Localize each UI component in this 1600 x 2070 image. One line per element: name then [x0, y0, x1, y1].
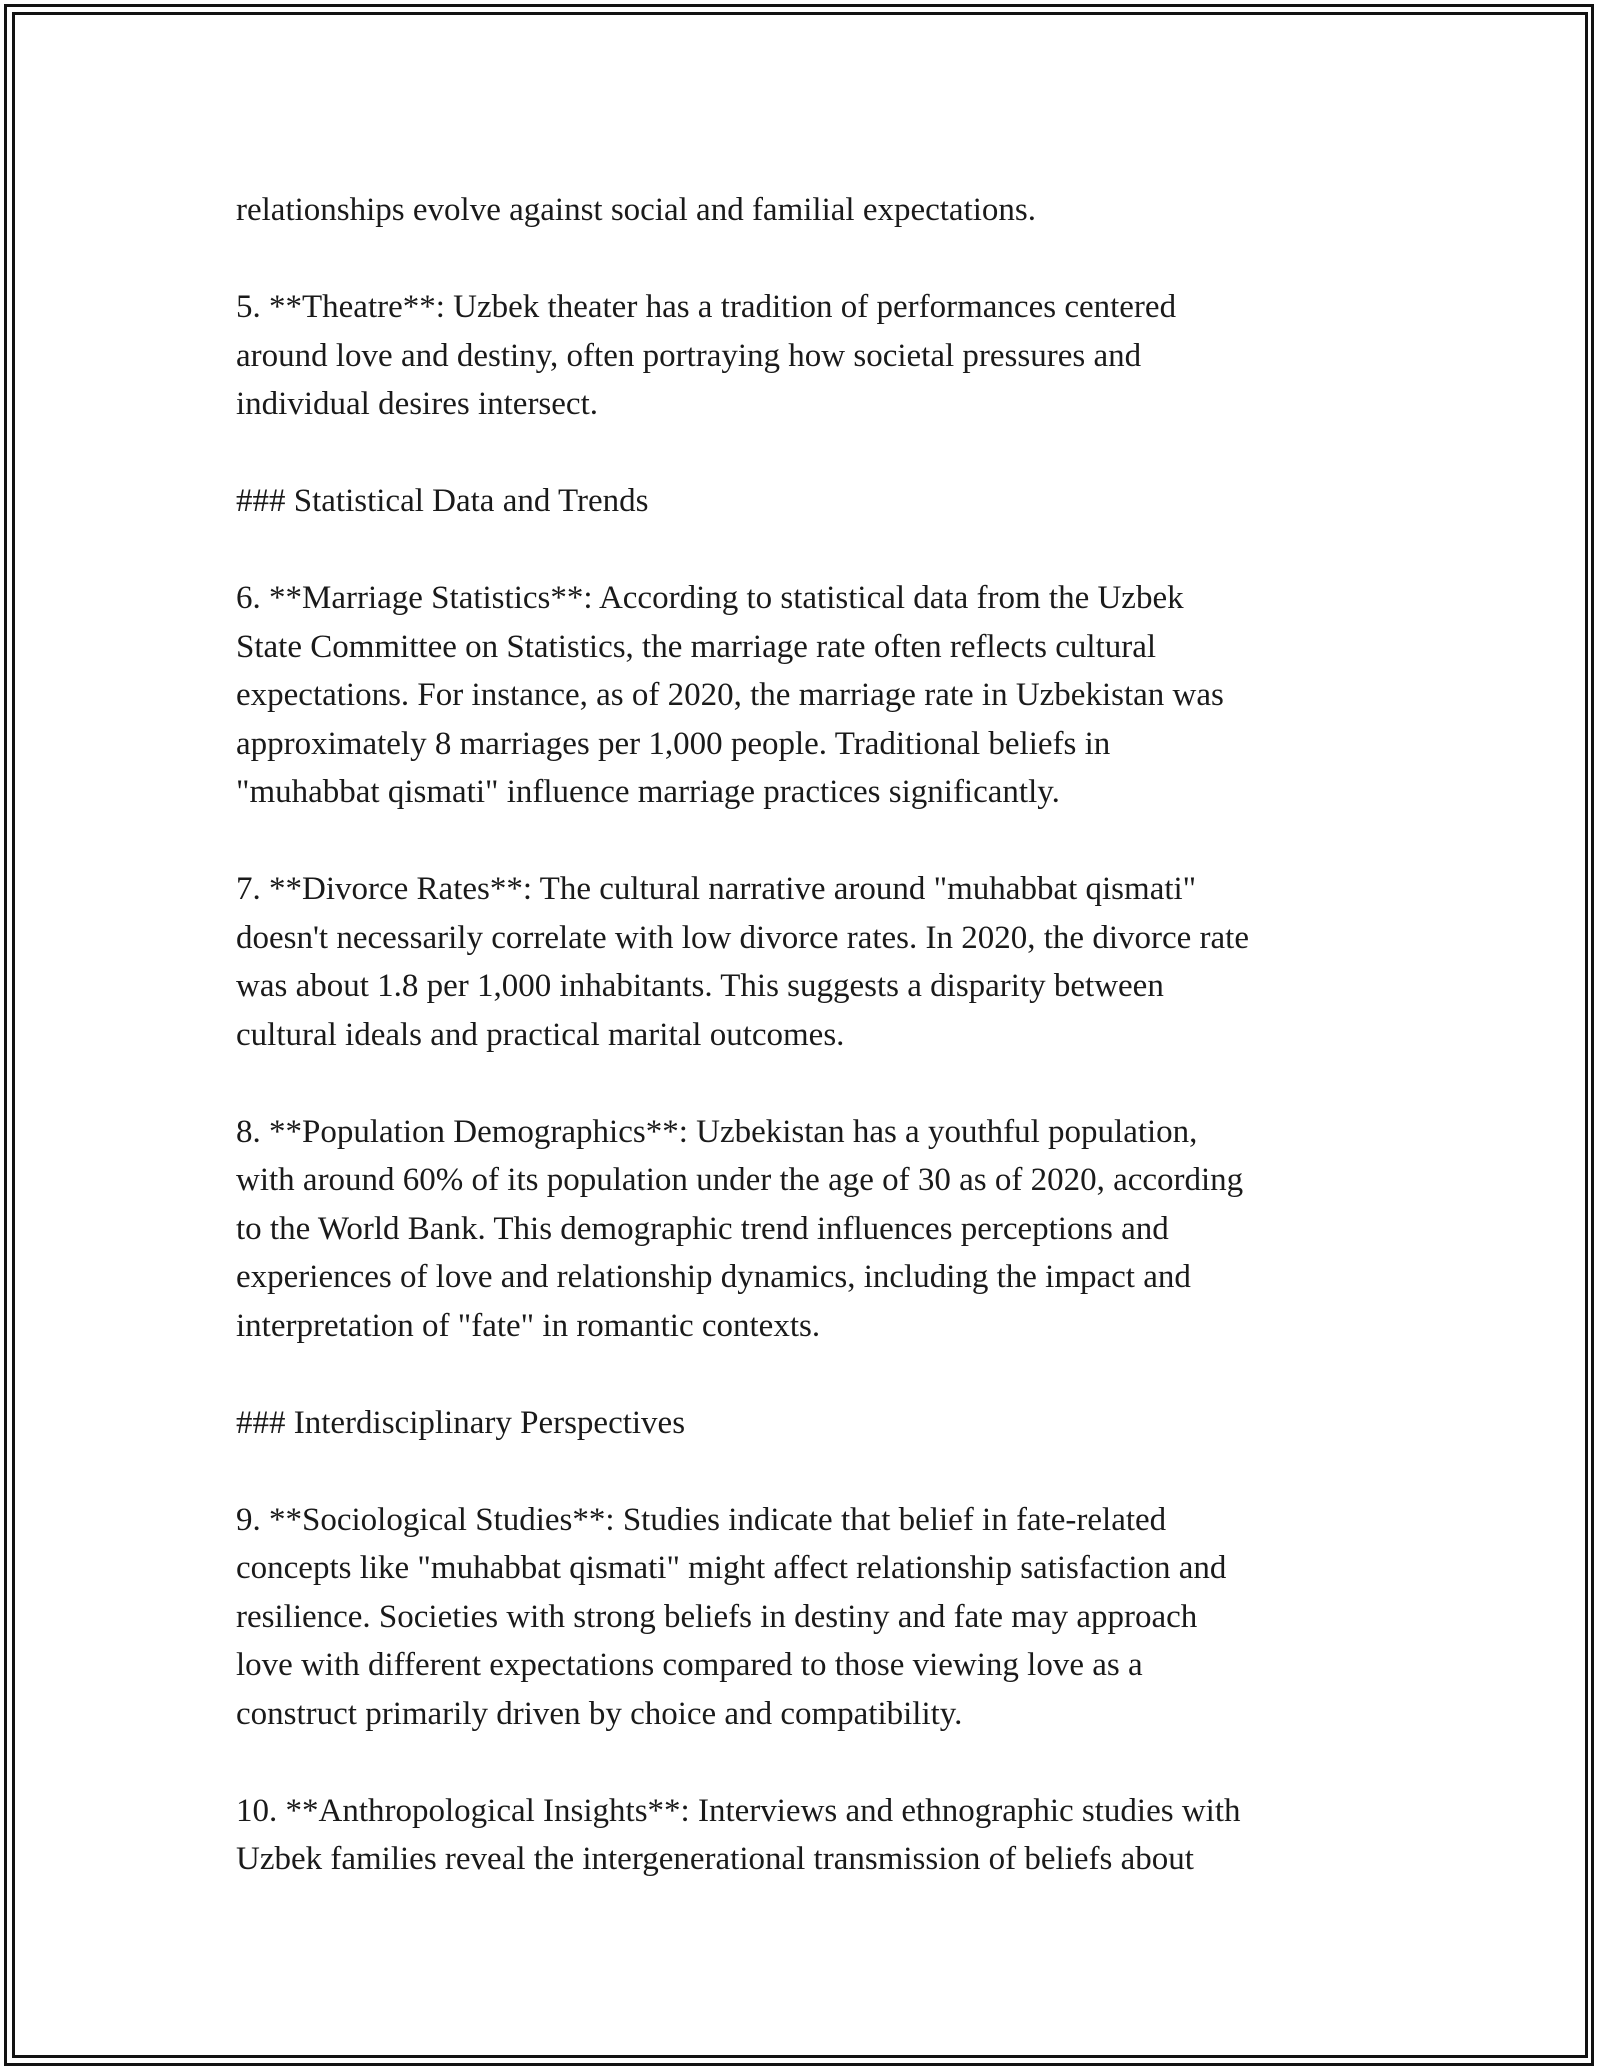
text-line: approximately 8 marriages per 1,000 people. Traditional beliefs in [236, 725, 1111, 762]
text-line: 8. **Population Demographics**: Uzbekistan has a youthful population, [236, 1113, 1198, 1150]
text-line: construct primarily driven by choice and compatibility. [236, 1695, 963, 1732]
text-line: expectations. For instance, as of 2020, the marriage rate in Uzbekistan was [236, 677, 1224, 713]
text-line: "muhabbat qismati" influence marriage practices significantly. [236, 774, 1060, 810]
paragraph [236, 1108, 1396, 1351]
paragraph [236, 186, 1396, 235]
text-line: concepts like "muhabbat qismati" might affect relationship satisfaction and [236, 1550, 1227, 1586]
text-line: doesn't necessarily correlate with low divorce rates. In 2020, the divorce rate [236, 919, 1249, 956]
text-line: 9. **Sociological Studies**: Studies indicate that belief in fate-related [236, 1501, 1167, 1538]
paragraph [236, 574, 1396, 817]
paragraph [236, 1787, 1396, 1884]
text-line: ### Statistical Data and Trends [236, 483, 649, 519]
section-heading [236, 1399, 1396, 1448]
text-line: to the World Bank. This demographic trend influences perceptions and [236, 1210, 1169, 1247]
text-line: love with different expectations compared to those viewing love as a [236, 1647, 1143, 1683]
text-line: cultural ideals and practical marital outcomes. [236, 1016, 845, 1053]
section-heading [236, 477, 1396, 526]
text-line: individual desires intersect. [236, 386, 598, 422]
text-line: 10. **Anthropological Insights**: Interviews and ethnographic studies with [236, 1792, 1241, 1829]
paragraph [236, 1496, 1396, 1739]
text-line: ### Interdisciplinary Perspectives [236, 1404, 686, 1441]
text-line: experiences of love and relationship dynamics, including the impact and [236, 1259, 1191, 1295]
text-line: interpretation of "fate" in romantic contexts. [236, 1307, 821, 1344]
text-line: resilience. Societies with strong beliefs in destiny and fate may approach [236, 1598, 1198, 1635]
text-line: State Committee on Statistics, the marriage rate often reflects cultural [236, 628, 1157, 665]
paragraph [236, 283, 1396, 429]
text-line: 6. **Marriage Statistics**: According to statistical data from the Uzbek [236, 580, 1184, 616]
text-line: with around 60% of its population under the age of 30 as of 2020, according [236, 1162, 1244, 1198]
text-line: relationships evolve against social and familial expectations. [236, 192, 1037, 228]
text-line: 5. **Theatre**: Uzbek theater has a tradition of performances centered [236, 289, 1177, 325]
text-line: around love and destiny, often portraying how societal pressures and [236, 337, 1142, 374]
paragraph [236, 865, 1396, 1059]
text-line: was about 1.8 per 1,000 inhabitants. This suggests a disparity between [236, 968, 1164, 1004]
document-body [236, 186, 1396, 1932]
text-line: 7. **Divorce Rates**: The cultural narrative around "muhabbat qismati" [236, 871, 1197, 907]
text-line: Uzbek families reveal the intergenerational transmission of beliefs about [236, 1841, 1194, 1877]
